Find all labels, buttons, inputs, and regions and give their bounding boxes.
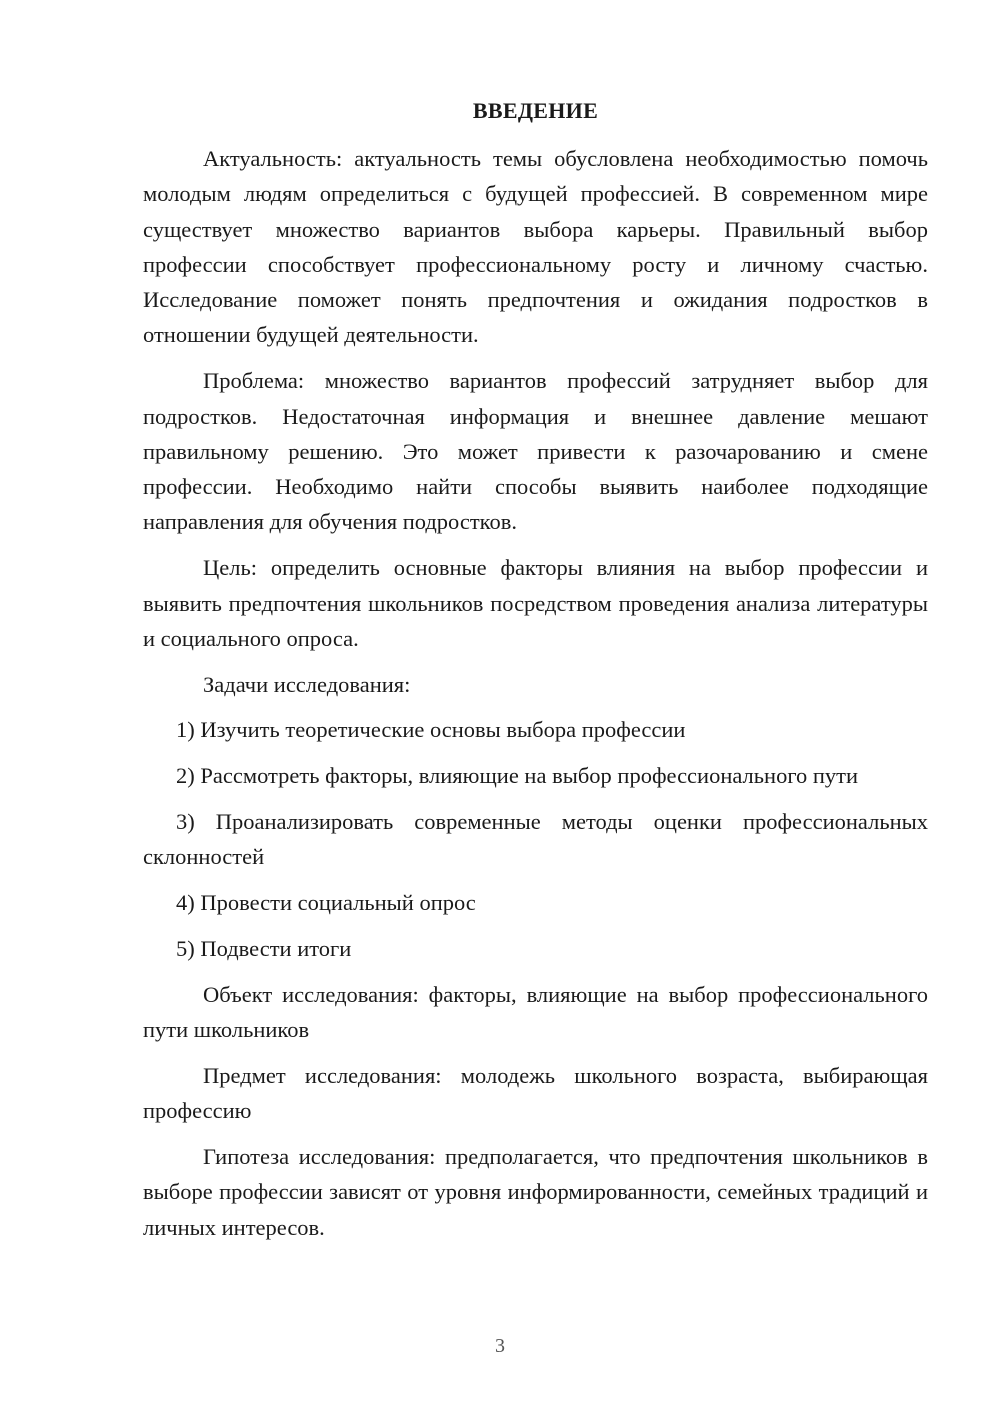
task-item-1: 1) Изучить теоретические основы выбора профессии: [176, 717, 686, 743]
page-number: 3: [495, 1335, 505, 1357]
task-item-3: 3) Проанализировать современные методы оценки профессиональных склонностей: [143, 809, 928, 870]
task-item-2: 2) Рассмотреть факторы, влияющие на выбор профессионального пути: [176, 763, 859, 789]
page-title: ВВЕДЕНИЕ: [472, 98, 599, 123]
paragraph-tasks-heading: Задачи исследования:: [203, 671, 411, 697]
paragraph-goal: Цель: определить основные факторы влияния на выбор профессии и выявить предпочтения школьников посредством проведения анализа литературы и социального опроса.: [143, 555, 928, 651]
paragraph-relevance: Актуальность: актуальность темы обусловлена необходимостью помочь молодым людям определиться с будущей профессией. В современном мире существует множество вариантов выбора карьеры. Правильный выбор профессии способствует профессиональному росту и личному счастью. Исследование поможет понять предпочтения и ожидания подростков в отношении будущей деятельности.: [143, 146, 928, 348]
task-item-4: 4) Провести социальный опрос: [176, 890, 476, 916]
paragraph-hypothesis: Гипотеза исследования: предполагается, что предпочтения школьников в выборе профессии зависят от уровня информированности, семейных традиций и личных интересов.: [143, 1143, 928, 1240]
page-content: [143, 96, 928, 1255]
paragraph-subject: Предмет исследования: молодежь школьного возраста, выбирающая профессию: [143, 1062, 928, 1124]
paragraph-object: Объект исследования: факторы, влияющие на выбор профессионального пути школьников: [143, 981, 928, 1043]
task-item-5: 5) Подвести итоги: [176, 935, 352, 961]
paragraph-problem: Проблема: множество вариантов профессий затрудняет выбор для подростков. Недостаточная информация и внешнее давление мешают правильному решению. Это может привести к разочарованию и смене профессии. Необходимо найти способы выявить наиболее подходящие направления для обучения подростков.: [143, 368, 928, 535]
